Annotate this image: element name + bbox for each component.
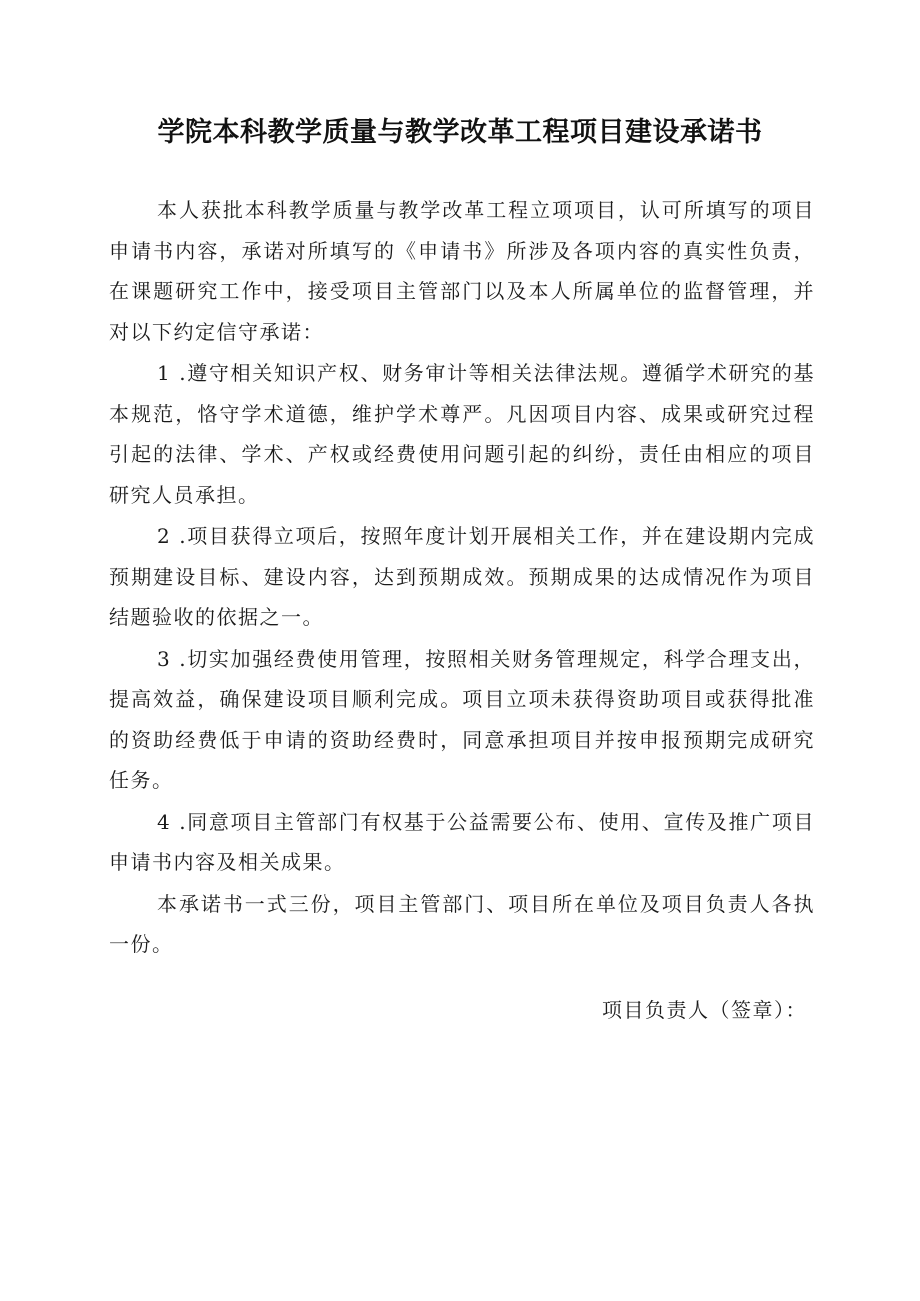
document-title: 学院本科教学质量与教学改革工程项目建设承诺书 xyxy=(157,117,763,148)
document-body xyxy=(109,190,815,966)
closing-paragraph: 本承诺书一式三份，项目主管部门、项目所在单位及项目负责人各执一份。 xyxy=(109,891,815,956)
commitment-item-2: 2 .项目获得立项后，按照年度计划开展相关工作，并在建设期内完成预期建设目标、建设内容，达到预期成效。预期成果的达成情况作为项目结题验收的依据之一。 xyxy=(109,524,815,629)
commitment-item-4: 4 .同意项目主管部门有权基于公益需要公布、使用、宣传及推广项目申请书内容及相关成果。 xyxy=(109,809,815,874)
intro-paragraph: 本人获批本科教学质量与教学改革工程立项项目，认可所填写的项目申请书内容，承诺对所填写的《申请书》所涉及各项内容的真实性负责，在课题研究工作中，接受项目主管部门以及本人所属单位的监督管理，并对以下约定信守承诺： xyxy=(109,198,815,344)
signature-label: 项目负责人（签章）： xyxy=(602,998,807,1022)
commitment-item-1: 1 .遵守相关知识产权、财务审计等相关法律法规。遵循学术研究的基本规范，恪守学术道德，维护学术尊严。凡因项目内容、成果或研究过程引起的法律、学术、产权或经费使用问题引起的纠纷，责任由相应的项目研究人员承担。 xyxy=(109,361,815,507)
commitment-item-3: 3 .切实加强经费使用管理，按照相关财务管理规定，科学合理支出，提高效益，确保建设项目顺利完成。项目立项未获得资助项目或获得批准的资助经费低于申请的资助经费时，同意承担项目并按申报预期完成研究任务。 xyxy=(109,646,815,792)
